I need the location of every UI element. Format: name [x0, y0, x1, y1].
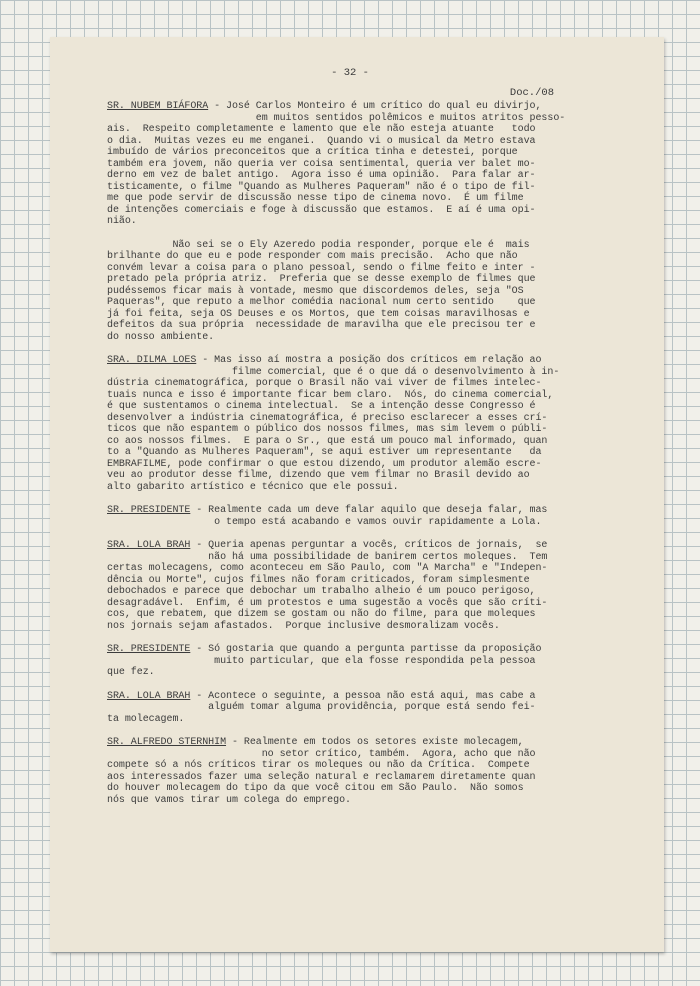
- line-text: nião.: [107, 216, 137, 227]
- speaker-name: SR. PRESIDENTE: [107, 505, 191, 516]
- text-line: [107, 182, 607, 194]
- line-text: imbuído de vários preconceitos que a crítica tinha e detestei, porque: [107, 147, 518, 158]
- text-line: [107, 760, 607, 772]
- line-text: - Só gostaria que quando a pergunta partisse da proposição: [190, 644, 542, 655]
- text-line: [107, 309, 607, 321]
- line-text: co aos nossos filmes. E para o Sr., que está um pouco mal informado, quan: [107, 435, 548, 447]
- text-line: [107, 482, 607, 494]
- text-line: [107, 470, 607, 482]
- line-text: compete só a nós críticos tirar os moleques ou não da Crítica. Compete: [107, 760, 530, 771]
- line-text: certas molecagens, como aconteceu em São Paulo, com "A Marcha" e "Indepen-: [107, 563, 548, 574]
- line-text: - Realmente cada um deve falar aquilo que deseja falar, mas: [190, 505, 548, 516]
- line-text: também era jovem, não queria ver coisa sentimental, queria ver balet mo-: [107, 158, 536, 170]
- text-line: [107, 586, 607, 598]
- speech-block: [107, 540, 607, 632]
- line-text: Não sei se o Ely Azeredo podia responder, porque ele é mais: [107, 239, 530, 251]
- line-text: dência ou Morte", cujos filmes não foram criticados, foram simplesmente: [107, 574, 530, 586]
- text-line: [107, 413, 607, 425]
- text-line: [107, 714, 607, 726]
- text-line: [107, 575, 607, 587]
- speech-block: [107, 644, 607, 679]
- line-text: ais. Respeito completamente e lamento que ele não esteja atuante todo: [107, 124, 536, 135]
- text-line: [107, 159, 607, 171]
- line-text: de intenções comerciais e foge à discussão que estamos. E aí é uma opi-: [107, 204, 536, 216]
- line-text: nós que vamos tirar um colega do emprego.: [107, 794, 351, 806]
- text-line: [107, 205, 607, 217]
- text-line: [107, 286, 607, 298]
- line-text: Paqueras", que reputo a melhor comédia nacional num certo sentido que: [107, 297, 536, 308]
- line-text: nos jornais sejam afastados. Porque inclusive desmoralizam vocês.: [107, 620, 500, 632]
- text-line: [107, 390, 607, 402]
- line-text: do nosso ambiente.: [107, 331, 215, 343]
- text-line: [107, 656, 607, 668]
- text-line: [107, 193, 607, 205]
- speech-block: [107, 355, 607, 493]
- line-text: desenvolver a indústria cinematográfica, é preciso esclarecer a esses crí-: [107, 412, 548, 424]
- line-text: em muitos sentidos polêmicos e muitos atritos pesso-: [107, 112, 566, 124]
- speaker-name: SRA. DILMA LOES: [107, 355, 197, 366]
- text-line: [107, 424, 607, 436]
- text-line: [107, 667, 607, 679]
- page-number: - 32 -: [331, 67, 369, 79]
- text-line: [107, 517, 607, 529]
- line-text: brilhante do que eu e pode responder com mais precisão. Acho que não: [107, 251, 518, 262]
- line-text: veu ao produtor desse filme, dizendo que vem filmar no Brasil devido ao: [107, 470, 530, 481]
- text-line: [107, 355, 607, 367]
- line-text: dústria cinematográfica, porque o Brasil não vai viver de filmes intelec-: [107, 378, 542, 389]
- line-text: - José Carlos Monteiro é um crítico do qual eu divirjo,: [208, 101, 542, 112]
- speech-block: [107, 505, 607, 528]
- text-line: [107, 274, 607, 286]
- text-line: [107, 621, 607, 633]
- speech-block: [107, 240, 607, 344]
- line-text: - Mas isso aí mostra a posição dos críticos em relação ao: [196, 355, 542, 366]
- speech-block: [107, 101, 607, 228]
- text-line: [107, 505, 607, 517]
- line-text: já foi feita, seja OS Deuses e os Mortos, que tem coisas maravilhosas e: [107, 308, 530, 320]
- line-text: tuais nunca e isso é importante ficar bem claro. Nós, do cinema comercial,: [107, 389, 554, 401]
- line-text: o dia. Muitas vezes eu me enganei. Quando vi o musical da Metro estava: [107, 135, 536, 147]
- line-text: alto gabarito artístico e técnico que ele possui.: [107, 481, 399, 493]
- line-text: me que pode servir de discussão nesse tipo de cinema novo. É um filme: [107, 193, 524, 204]
- speaker-name: SR. ALFREDO STERNHIM: [107, 737, 227, 748]
- line-text: to a "Quando as Mulheres Paqueram", se aqui estiver um representante da: [107, 447, 542, 458]
- line-text: filme comercial, que é o que dá o desenvolvimento à in-: [107, 366, 560, 378]
- text-line: [107, 563, 607, 575]
- speaker-name: SRA. LOLA BRAH: [107, 540, 191, 551]
- text-line: [107, 459, 607, 471]
- text-line: [107, 101, 607, 113]
- line-text: debochados e parece que debochar um trabalho alheio é um pouco perigoso,: [107, 586, 536, 597]
- line-text: no setor crítico, também. Agora, acho que não: [107, 748, 536, 760]
- text-line: [107, 540, 607, 552]
- line-text: defeitos da sua própria necessidade de maravilha que ele precisou ter e: [107, 320, 536, 331]
- line-text: alguém tomar alguma providência, porque está sendo fei-: [107, 702, 536, 713]
- text-line: [107, 447, 607, 459]
- line-text: aos interessados fazer uma seleção natural e reclamarem diretamente quan: [107, 771, 536, 783]
- line-text: convém levar a coisa para o plano pessoal, sendo o filme feito e inter -: [107, 262, 536, 274]
- text-line: [107, 251, 607, 263]
- text-line: [107, 216, 607, 228]
- line-text: - Acontece o seguinte, a pessoa não está aqui, mas cabe a: [190, 690, 536, 702]
- line-text: EMBRAFILME, pode confirmar o que estou dizendo, um produtor alemão escre-: [107, 458, 542, 470]
- line-text: ta molecagem.: [107, 713, 185, 725]
- transcript-body: [107, 101, 607, 818]
- line-text: cos, que rebatem, que dizem se gostam ou não do filme, para que moleques: [107, 609, 536, 620]
- line-text: muito particular, que ela fosse respondida pela pessoa: [107, 655, 536, 667]
- text-line: [107, 691, 607, 703]
- speech-block: [107, 737, 607, 806]
- text-line: [107, 378, 607, 390]
- speaker-name: SR. PRESIDENTE: [107, 644, 191, 655]
- text-line: [107, 297, 607, 309]
- text-line: [107, 795, 607, 807]
- text-line: [107, 320, 607, 332]
- text-line: [107, 598, 607, 610]
- line-text: desagradável. Enfim, é um protestos e uma sugestão a vocês que são críti-: [107, 597, 548, 609]
- line-text: - Queria apenas perguntar a vocês, críticos de jornais, se: [190, 540, 548, 551]
- line-text: não há uma possibilidade de banirem certos moleques. Tem: [107, 551, 548, 563]
- line-text: que fez.: [107, 667, 155, 678]
- text-line: [107, 552, 607, 564]
- text-line: [107, 783, 607, 795]
- line-text: pudéssemos ficar mais à vontade, mesmo que discordemos deles, seja "OS: [107, 285, 524, 297]
- line-text: o tempo está acabando e vamos ouvir rapidamente a Lola.: [107, 516, 542, 528]
- text-line: [107, 737, 607, 749]
- line-text: é que sustentamos o cinema intelectual. Se a intenção desse Congresso é: [107, 401, 536, 412]
- speaker-name: SR. NUBEM BIÁFORA: [107, 101, 209, 112]
- document-reference: Doc./08: [509, 87, 554, 99]
- line-text: tisticamente, o filme "Quando as Mulheres Paqueram" não é o tipo de fil-: [107, 181, 536, 193]
- line-text: pretado pela própria atriz. Preferia que se desse exemplo de filmes que: [107, 274, 536, 285]
- text-line: [107, 401, 607, 413]
- text-line: [107, 609, 607, 621]
- text-line: [107, 263, 607, 275]
- text-line: [107, 749, 607, 761]
- text-line: [107, 332, 607, 344]
- text-line: [107, 436, 607, 448]
- line-text: ticos que não espantem o público dos nossos filmes, mas sim levem o públi-: [107, 424, 548, 435]
- speech-block: [107, 691, 607, 726]
- text-line: [107, 240, 607, 252]
- text-line: [107, 124, 607, 136]
- line-text: derno em vez de balet antigo. Agora isso é uma opinião. Para falar ar-: [107, 170, 536, 181]
- text-line: [107, 147, 607, 159]
- text-line: [107, 702, 607, 714]
- text-line: [107, 772, 607, 784]
- speaker-name: SRA. LOLA BRAH: [107, 690, 191, 702]
- text-line: [107, 136, 607, 148]
- text-line: [107, 113, 607, 125]
- text-line: [107, 170, 607, 182]
- text-line: [107, 644, 607, 656]
- text-line: [107, 367, 607, 379]
- line-text: - Realmente em todos os setores existe molecagem,: [226, 737, 524, 748]
- line-text: do houver molecagem do tipo da que você citou em São Paulo. Não somos: [107, 783, 524, 794]
